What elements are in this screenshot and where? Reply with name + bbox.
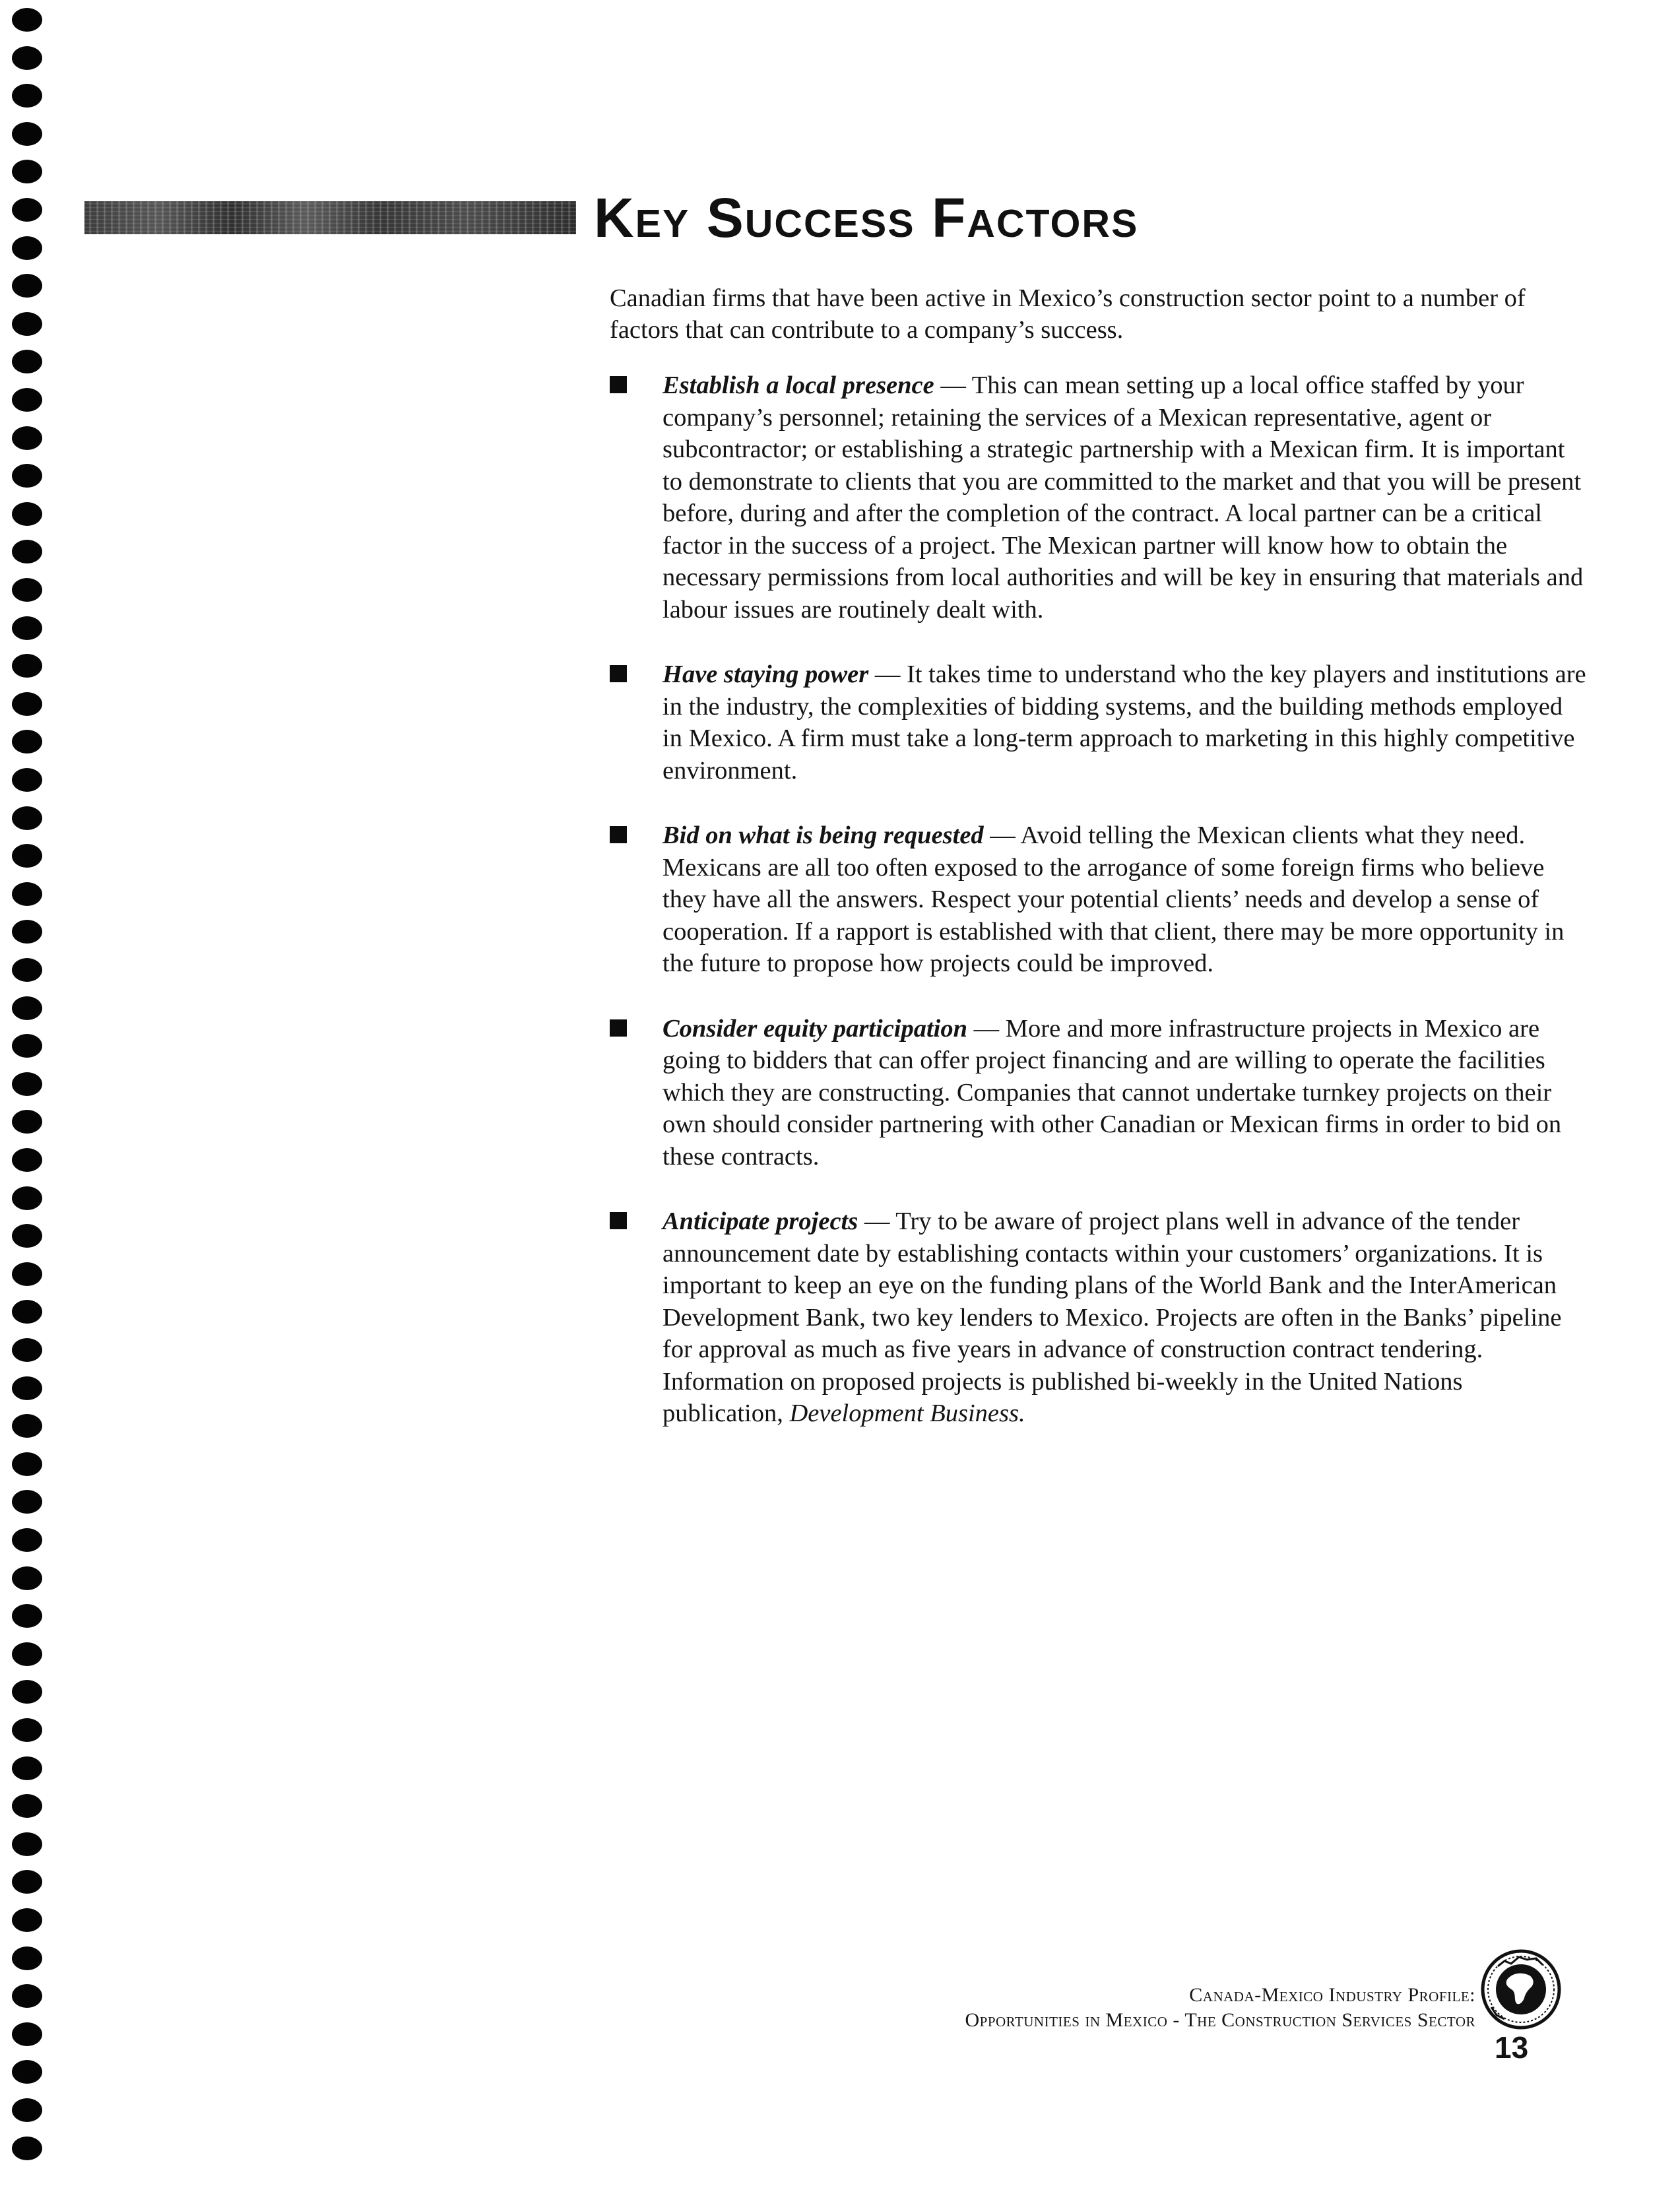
- spiral-binding-hole-icon: [12, 2137, 42, 2160]
- spiral-binding-hole-icon: [12, 1718, 42, 1742]
- square-bullet-icon: [610, 665, 627, 682]
- spiral-binding-hole-icon: [12, 654, 42, 678]
- footer-sector-line: Opportunities in Mexico - The Construction Services Sector: [965, 2009, 1475, 2031]
- spiral-binding-hole-icon: [12, 46, 42, 70]
- spiral-binding-hole-icon: [12, 1984, 42, 2008]
- factor-title: Consider equity participation: [662, 1014, 968, 1043]
- factor-body: — It takes time to understand who the key players and institutions are in the industry, the complexities of bidding systems, and the building methods employed in Mexico. A firm must take a long-term approach to marketing in this highly competitive environment.: [662, 660, 1586, 785]
- spiral-binding-hole-icon: [12, 1528, 42, 1552]
- square-bullet-icon: [610, 1212, 627, 1229]
- page-number: 13: [1495, 2030, 1529, 2065]
- spiral-binding-hole-icon: [12, 1642, 42, 1666]
- success-factors-list: [610, 370, 1586, 1463]
- spiral-binding-hole-icon: [12, 8, 42, 32]
- factor-body: — This can mean setting up a local office staffed by your company’s personnel; retaining the services of a Mexican representative, agent or subcontractor; or establishing a strategic partnership with a Mexican firm. It is important to demonstrate to clients that you are committed to the market and that you will be present before, during and after the completion of the contract. A local partner can be a critical factor in the success of a project. The Mexican partner will know how to obtain the necessary permissions from local authorities and will be key in ensuring that materials and labour issues are routinely dealt with.: [662, 371, 1584, 624]
- spiral-binding-hole-icon: [12, 1946, 42, 1970]
- spiral-binding-hole-icon: [12, 920, 42, 944]
- spiral-binding-hole-icon: [12, 350, 42, 373]
- square-bullet-icon: [610, 826, 627, 843]
- spiral-binding-hole-icon: [12, 692, 42, 716]
- factor-title: Establish a local presence: [662, 371, 934, 399]
- spiral-binding-hole-icon: [12, 1756, 42, 1780]
- spiral-binding-hole-icon: [12, 1224, 42, 1248]
- factor-body: — More and more infrastructure projects in Mexico are going to bidders that can offer project financing and are willing to operate the facilities which they are constructing. Companies that cannot undertake turnkey projects on their own should consider partnering with other Canadian or Mexican firms in order to bid on these contracts.: [662, 1014, 1562, 1171]
- factor-text: [662, 1206, 1586, 1430]
- factor-text: [662, 370, 1586, 626]
- factor-title: Have staying power: [662, 660, 869, 688]
- spiral-binding-hole-icon: [12, 312, 42, 336]
- spiral-binding-hole-icon: [12, 426, 42, 450]
- publication-title: Development Business.: [789, 1399, 1025, 1427]
- spiral-binding-hole-icon: [12, 1908, 42, 1932]
- list-item: [610, 659, 1586, 787]
- spiral-binding-hole-icon: [12, 2060, 42, 2084]
- spiral-binding-hole-icon: [12, 1262, 42, 1286]
- spiral-binding-hole-icon: [12, 1452, 42, 1476]
- footer: [420, 1983, 1475, 2033]
- footer-profile-line: Canada-Mexico Industry Profile:: [1189, 1984, 1475, 2006]
- spiral-binding-hole-icon: [12, 958, 42, 982]
- intro-paragraph: Canadian firms that have been active in Mexico’s construction sector point to a number of factors that can contribute to a company’s success.: [610, 284, 1526, 344]
- spiral-binding: [0, 0, 53, 2186]
- list-item: [610, 370, 1586, 626]
- square-bullet-icon: [610, 376, 627, 393]
- spiral-binding-hole-icon: [12, 1376, 42, 1400]
- list-item: [610, 820, 1586, 980]
- spiral-binding-hole-icon: [12, 730, 42, 754]
- header-texture-strip: [84, 201, 576, 234]
- list-item: [610, 1206, 1586, 1430]
- spiral-binding-hole-icon: [12, 274, 42, 298]
- factor-body: — Avoid telling the Mexican clients what they need. Mexicans are all too often exposed to the arrogance of some foreign firms who believe they have all the answers. Respect your potential clients’ needs and develop a sense of cooperation. If a rapport is established with that client, there may be more opportunity in the future to propose how projects could be improved.: [662, 821, 1565, 977]
- spiral-binding-hole-icon: [12, 198, 42, 222]
- factor-text: [662, 1013, 1586, 1173]
- spiral-binding-hole-icon: [12, 1490, 42, 1514]
- spiral-binding-hole-icon: [12, 1794, 42, 1818]
- spiral-binding-hole-icon: [12, 122, 42, 146]
- spiral-binding-hole-icon: [12, 1148, 42, 1172]
- factor-text: [662, 820, 1586, 980]
- spiral-binding-hole-icon: [12, 1870, 42, 1894]
- spiral-binding-hole-icon: [12, 1832, 42, 1856]
- spiral-binding-hole-icon: [12, 540, 42, 563]
- page-title: Key Success Factors: [594, 187, 1139, 249]
- spiral-binding-hole-icon: [12, 1072, 42, 1096]
- spiral-binding-hole-icon: [12, 1680, 42, 1704]
- spiral-binding-hole-icon: [12, 160, 42, 183]
- spiral-binding-hole-icon: [12, 1566, 42, 1590]
- spiral-binding-hole-icon: [12, 2022, 42, 2046]
- spiral-binding-hole-icon: [12, 1186, 42, 1210]
- factor-text: [662, 659, 1586, 787]
- spiral-binding-hole-icon: [12, 1604, 42, 1628]
- spiral-binding-hole-icon: [12, 2098, 42, 2122]
- factor-title: Bid on what is being requested: [662, 821, 984, 849]
- spiral-binding-hole-icon: [12, 806, 42, 830]
- spiral-binding-hole-icon: [12, 1338, 42, 1362]
- spiral-binding-hole-icon: [12, 882, 42, 906]
- spiral-binding-hole-icon: [12, 616, 42, 640]
- spiral-binding-hole-icon: [12, 1300, 42, 1324]
- spiral-binding-hole-icon: [12, 84, 42, 108]
- square-bullet-icon: [610, 1019, 627, 1037]
- north-america-globe-emblem-icon: [1478, 1946, 1564, 2032]
- spiral-binding-hole-icon: [12, 844, 42, 868]
- factor-title: Anticipate projects: [662, 1207, 858, 1235]
- spiral-binding-hole-icon: [12, 1034, 42, 1058]
- spiral-binding-hole-icon: [12, 502, 42, 526]
- spiral-binding-hole-icon: [12, 464, 42, 488]
- factor-body: — Try to be aware of project plans well in advance of the tender announcement date by establishing contacts within your customers’ organizations. It is important to keep an eye on the funding plans of the World Bank and the InterAmerican Development Bank, two key lenders to Mexico. Projects are often in the Banks’ pipeline for approval as much as five years in advance of construction contract tendering. Information on proposed projects is published bi-weekly in the United Nations publication,: [662, 1207, 1562, 1427]
- spiral-binding-hole-icon: [12, 996, 42, 1020]
- spiral-binding-hole-icon: [12, 236, 42, 260]
- spiral-binding-hole-icon: [12, 768, 42, 792]
- spiral-binding-hole-icon: [12, 388, 42, 412]
- list-item: [610, 1013, 1586, 1173]
- spiral-binding-hole-icon: [12, 1110, 42, 1134]
- spiral-binding-hole-icon: [12, 578, 42, 602]
- spiral-binding-hole-icon: [12, 1414, 42, 1438]
